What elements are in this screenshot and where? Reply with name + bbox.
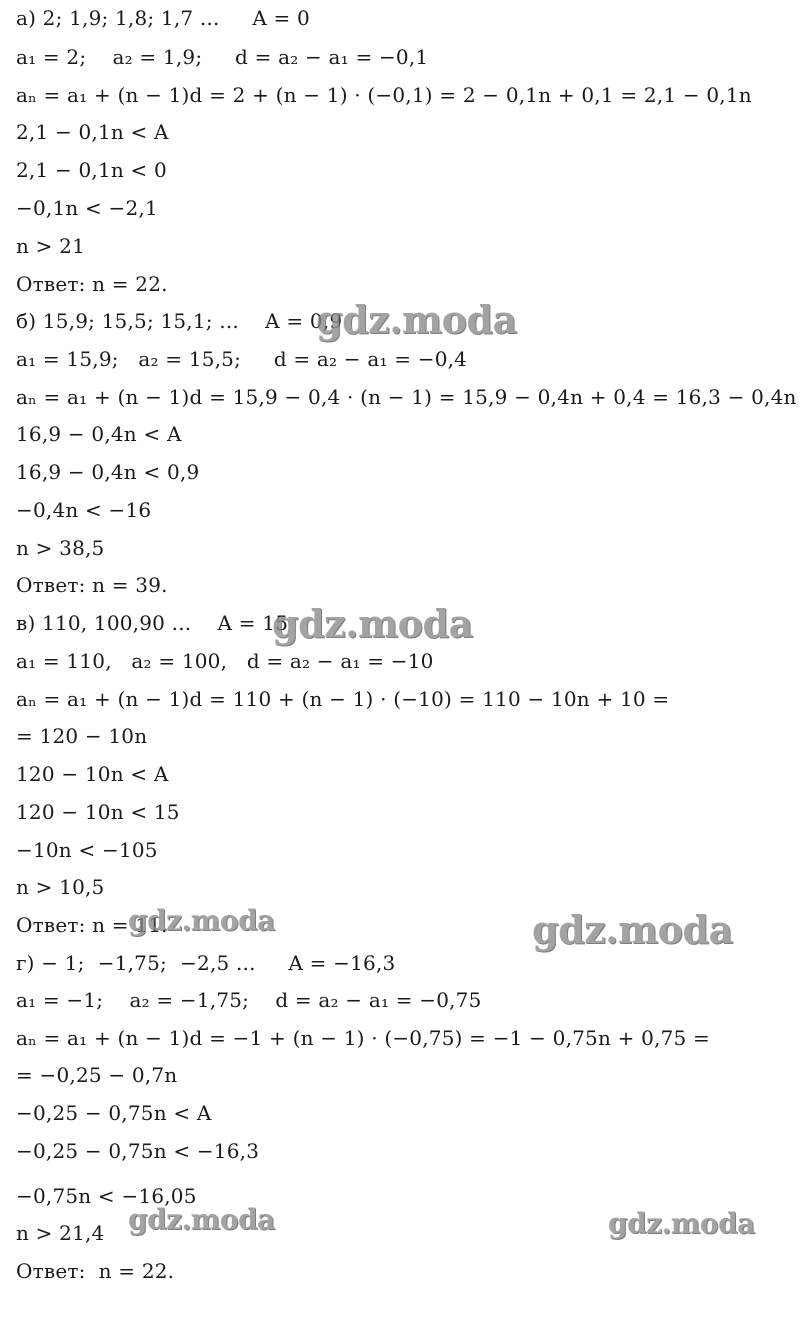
part-b-formula: aₙ = a₁ + (n − 1)d = 15,9 − 0,4 · (n − 1) = 15,9 − 0,4n + 0,4 = 16,3 − 0,4n [16, 385, 797, 409]
part-c-header: в) 110, 100,90 ... A = 15 [16, 611, 289, 635]
part-b-inequality-4: n > 38,5 [16, 536, 105, 560]
watermark-logo: gdz.moda [272, 601, 473, 646]
part-d-inequality-1: −0,25 − 0,75n < A [16, 1101, 212, 1125]
part-d-terms: a₁ = −1; a₂ = −1,75; d = a₂ − a₁ = −0,75 [16, 988, 482, 1012]
watermark-logo: gdz.moda [532, 907, 733, 952]
part-d-formula: aₙ = a₁ + (n − 1)d = −1 + (n − 1) · (−0,75) = −1 − 0,75n + 0,75 = [16, 1026, 710, 1050]
part-c-inequality-2: 120 − 10n < 15 [16, 800, 180, 824]
part-c-inequality-1: 120 − 10n < A [16, 762, 169, 786]
part-a-inequality-3: −0,1n < −2,1 [16, 196, 158, 220]
part-c-inequality-4: n > 10,5 [16, 875, 105, 899]
part-a-header: а) 2; 1,9; 1,8; 1,7 ... A = 0 [16, 6, 310, 30]
part-d-header: г) − 1; −1,75; −2,5 ... A = −16,3 [16, 951, 396, 975]
part-a-inequality-4: n > 21 [16, 234, 86, 258]
watermark-logo: gdz.moda [128, 1203, 275, 1236]
watermark-logo: gdz.moda [128, 904, 275, 937]
watermark-logo: gdz.moda [608, 1207, 755, 1240]
part-d-inequality-4: n > 21,4 [16, 1221, 105, 1245]
part-c-formula: aₙ = a₁ + (n − 1)d = 110 + (n − 1) · (−10) = 110 − 10n + 10 = [16, 687, 670, 711]
part-a-formula: aₙ = a₁ + (n − 1)d = 2 + (n − 1) · (−0,1) = 2 − 0,1n + 0,1 = 2,1 − 0,1n [16, 83, 752, 107]
part-b-inequality-3: −0,4n < −16 [16, 498, 152, 522]
part-b-inequality-2: 16,9 − 0,4n < 0,9 [16, 460, 200, 484]
part-d-answer: Ответ: n = 22. [16, 1259, 175, 1283]
part-b-inequality-1: 16,9 − 0,4n < A [16, 422, 182, 446]
part-b-terms: a₁ = 15,9; a₂ = 15,5; d = a₂ − a₁ = −0,4 [16, 347, 468, 371]
part-d-inequality-2: −0,25 − 0,75n < −16,3 [16, 1139, 260, 1163]
part-c-formula-cont: = 120 − 10n [16, 724, 148, 748]
watermark-logo: gdz.moda [316, 297, 517, 342]
part-b-answer: Ответ: n = 39. [16, 573, 168, 597]
part-c-terms: a₁ = 110, a₂ = 100, d = a₂ − a₁ = −10 [16, 649, 434, 673]
part-a-answer: Ответ: n = 22. [16, 272, 168, 296]
part-a-inequality-1: 2,1 − 0,1n < A [16, 120, 169, 144]
part-a-terms: a₁ = 2; a₂ = 1,9; d = a₂ − a₁ = −0,1 [16, 45, 429, 69]
part-a-inequality-2: 2,1 − 0,1n < 0 [16, 158, 167, 182]
part-b-header: б) 15,9; 15,5; 15,1; ... A = 0,9 [16, 309, 343, 333]
part-c-inequality-3: −10n < −105 [16, 838, 158, 862]
part-d-inequality-3: −0,75n < −16,05 [16, 1184, 197, 1208]
part-c-answer: Ответ: n = 11. [16, 913, 168, 937]
part-d-formula-cont: = −0,25 − 0,7n [16, 1063, 178, 1087]
